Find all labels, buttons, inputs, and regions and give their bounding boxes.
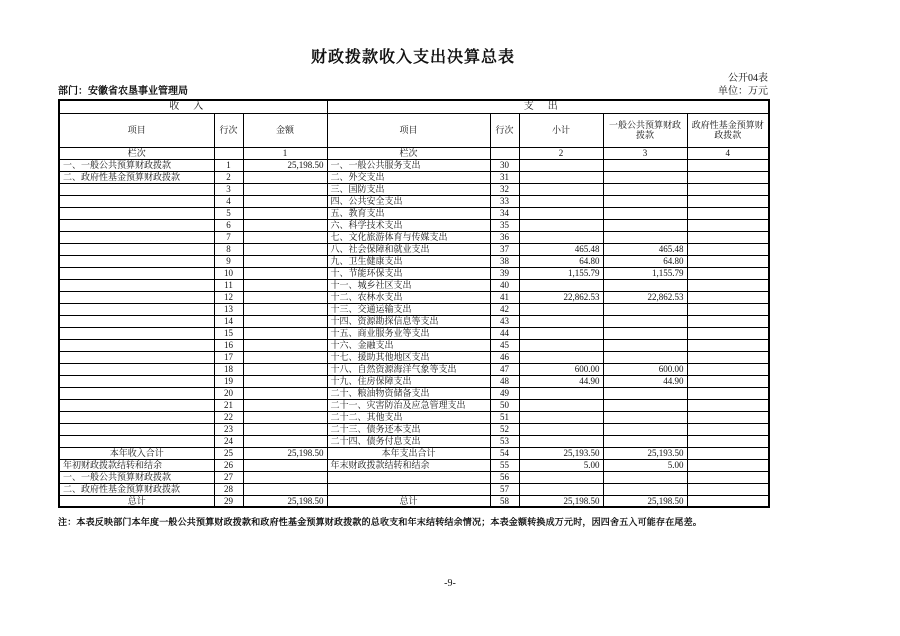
income-item-cell [59, 303, 214, 315]
income-amount-cell [243, 303, 327, 315]
table-row [59, 159, 769, 171]
table-row [59, 243, 769, 255]
general-budget-cell [603, 219, 687, 231]
expense-item-cell: 二十、粮油物资储备支出 [327, 387, 490, 399]
document-body [58, 44, 768, 537]
subtotal-cell: 25,198.50 [519, 495, 603, 507]
expense-line-cell: 40 [490, 279, 519, 291]
expense-item-cell: 五、教育支出 [327, 207, 490, 219]
govt-fund-cell [687, 459, 769, 471]
govt-fund-cell [687, 207, 769, 219]
general-budget-cell [603, 387, 687, 399]
income-line-cell: 21 [214, 399, 243, 411]
expense-line-cell: 33 [490, 195, 519, 207]
govt-fund-cell [687, 471, 769, 483]
govt-fund-cell [687, 495, 769, 507]
income-item-cell [59, 363, 214, 375]
expense-line-cell: 58 [490, 495, 519, 507]
income-amount-cell [243, 483, 327, 495]
income-amount-cell [243, 363, 327, 375]
table-row [59, 471, 769, 483]
expense-item-cell: 二十一、灾害防治及应急管理支出 [327, 399, 490, 411]
expense-section-header: 支出 [327, 100, 769, 113]
table-row [59, 255, 769, 267]
income-line-cell: 12 [214, 291, 243, 303]
general-budget-cell [603, 303, 687, 315]
general-budget-cell [603, 315, 687, 327]
table-row [59, 327, 769, 339]
table-row [59, 411, 769, 423]
income-line-cell: 9 [214, 255, 243, 267]
subtotal-cell [519, 471, 603, 483]
expense-item-cell: 十九、住房保障支出 [327, 375, 490, 387]
income-amount-cell [243, 207, 327, 219]
subtotal-cell [519, 327, 603, 339]
govt-fund-cell [687, 303, 769, 315]
expense-line-cell: 31 [490, 171, 519, 183]
expense-line-cell: 35 [490, 219, 519, 231]
income-amount-cell [243, 411, 327, 423]
general-budget-cell [603, 279, 687, 291]
income-line-cell: 2 [214, 171, 243, 183]
income-item-cell [59, 423, 214, 435]
page-title: 财政拨款收入支出决算总表 [310, 49, 515, 66]
expense-item-cell: 十八、自然资源海洋气象等支出 [327, 363, 490, 375]
table-row [59, 267, 769, 279]
expense-item-cell: 八、社会保障和就业支出 [327, 243, 490, 255]
income-amount-cell [243, 231, 327, 243]
expense-item-cell: 年末财政拨款结转和结余 [327, 459, 490, 471]
general-budget-cell [603, 423, 687, 435]
income-amount-cell [243, 423, 327, 435]
expense-item-cell: 二十二、其他支出 [327, 411, 490, 423]
subtotal-cell [519, 435, 603, 447]
unit-label: 单位：万元 [718, 86, 768, 97]
income-line-cell: 19 [214, 375, 243, 387]
general-budget-cell [603, 339, 687, 351]
income-amount-cell [243, 339, 327, 351]
expense-item-cell: 二、外交支出 [327, 171, 490, 183]
form-number: 公开04表 [728, 73, 768, 84]
general-budget-cell [603, 435, 687, 447]
govt-fund-cell [687, 291, 769, 303]
income-item-cell [59, 339, 214, 351]
govt-fund-cell [687, 183, 769, 195]
subtotal-cell [519, 483, 603, 495]
expense-line-cell: 38 [490, 255, 519, 267]
table-row [59, 459, 769, 471]
expense-line-cell: 53 [490, 435, 519, 447]
income-item-cell [59, 327, 214, 339]
govt-fund-cell [687, 195, 769, 207]
expense-item-cell: 十七、援助其他地区支出 [327, 351, 490, 363]
index-cell [214, 147, 243, 159]
income-item-cell [59, 399, 214, 411]
income-line-cell: 14 [214, 315, 243, 327]
income-line-cell: 6 [214, 219, 243, 231]
income-amount-cell [243, 255, 327, 267]
expense-line-cell: 36 [490, 231, 519, 243]
income-line-cell: 26 [214, 459, 243, 471]
general-budget-cell [603, 195, 687, 207]
final-accounts-table [58, 99, 770, 508]
subtotal-cell [519, 183, 603, 195]
govt-fund-cell [687, 159, 769, 171]
col-header-income-amount: 金额 [243, 113, 327, 147]
income-line-cell: 10 [214, 267, 243, 279]
expense-item-cell [327, 483, 490, 495]
expense-item-cell: 十五、商业服务业等支出 [327, 327, 490, 339]
govt-fund-cell [687, 363, 769, 375]
general-budget-cell: 1,155.79 [603, 267, 687, 279]
table-row [59, 495, 769, 507]
general-budget-cell [603, 171, 687, 183]
income-amount-cell [243, 243, 327, 255]
expense-item-cell [327, 471, 490, 483]
income-line-cell: 24 [214, 435, 243, 447]
income-amount-cell [243, 327, 327, 339]
expense-line-cell: 37 [490, 243, 519, 255]
subtotal-cell [519, 159, 603, 171]
govt-fund-cell [687, 483, 769, 495]
column-index-row [59, 147, 769, 159]
govt-fund-cell [687, 255, 769, 267]
expense-line-cell: 49 [490, 387, 519, 399]
subtotal-cell: 25,193.50 [519, 447, 603, 459]
col-header-expense-line: 行次 [490, 113, 519, 147]
income-line-cell: 27 [214, 471, 243, 483]
income-line-cell: 13 [214, 303, 243, 315]
income-item-cell [59, 411, 214, 423]
subtotal-cell [519, 279, 603, 291]
col-header-expense-item: 项目 [327, 113, 490, 147]
general-budget-cell [603, 483, 687, 495]
table-row [59, 351, 769, 363]
expense-line-cell: 55 [490, 459, 519, 471]
col-header-general-budget: 一般公共预算财政拨款 [603, 113, 687, 147]
general-budget-cell [603, 327, 687, 339]
subtotal-cell [519, 171, 603, 183]
table-row [59, 171, 769, 183]
index-cell: 2 [519, 147, 603, 159]
income-item-cell [59, 315, 214, 327]
govt-fund-cell [687, 351, 769, 363]
table-row [59, 315, 769, 327]
expense-item-cell: 二十三、债务还本支出 [327, 423, 490, 435]
govt-fund-cell [687, 435, 769, 447]
column-header-row [59, 113, 769, 147]
income-line-cell: 23 [214, 423, 243, 435]
income-amount-cell [243, 471, 327, 483]
index-cell: 3 [603, 147, 687, 159]
income-item-cell [59, 195, 214, 207]
income-line-cell: 18 [214, 363, 243, 375]
income-line-cell: 25 [214, 447, 243, 459]
general-budget-cell [603, 183, 687, 195]
table-row [59, 483, 769, 495]
income-line-cell: 22 [214, 411, 243, 423]
expense-item-cell: 二十四、债务付息支出 [327, 435, 490, 447]
subtotal-cell [519, 195, 603, 207]
expense-line-cell: 39 [490, 267, 519, 279]
subtotal-cell [519, 339, 603, 351]
expense-item-cell: 九、卫生健康支出 [327, 255, 490, 267]
general-budget-cell: 64.80 [603, 255, 687, 267]
general-budget-cell: 600.00 [603, 363, 687, 375]
table-row [59, 387, 769, 399]
income-line-cell: 7 [214, 231, 243, 243]
income-item-cell [59, 291, 214, 303]
table-row [59, 303, 769, 315]
subtotal-cell [519, 315, 603, 327]
expense-item-cell: 十一、城乡社区支出 [327, 279, 490, 291]
expense-item-cell: 六、科学技术支出 [327, 219, 490, 231]
expense-line-cell: 41 [490, 291, 519, 303]
income-item-cell: 一、一般公共预算财政拨款 [59, 159, 214, 171]
subtotal-cell: 64.80 [519, 255, 603, 267]
govt-fund-cell [687, 315, 769, 327]
income-item-cell [59, 219, 214, 231]
income-amount-cell [243, 267, 327, 279]
govt-fund-cell [687, 387, 769, 399]
expense-item-cell: 本年支出合计 [327, 447, 490, 459]
subtotal-cell [519, 411, 603, 423]
income-amount-cell [243, 183, 327, 195]
table-row [59, 207, 769, 219]
table-row [59, 399, 769, 411]
income-amount-cell [243, 291, 327, 303]
govt-fund-cell [687, 423, 769, 435]
expense-line-cell: 32 [490, 183, 519, 195]
subtotal-cell: 600.00 [519, 363, 603, 375]
expense-item-cell: 总计 [327, 495, 490, 507]
income-line-cell: 11 [214, 279, 243, 291]
table-row [59, 447, 769, 459]
subtotal-cell [519, 303, 603, 315]
index-cell: 栏次 [59, 147, 214, 159]
govt-fund-cell [687, 327, 769, 339]
income-item-cell [59, 435, 214, 447]
income-item-cell [59, 279, 214, 291]
section-header-row [59, 100, 769, 113]
subtotal-cell [519, 387, 603, 399]
subtotal-cell [519, 423, 603, 435]
income-item-cell [59, 375, 214, 387]
subtotal-cell: 1,155.79 [519, 267, 603, 279]
general-budget-cell [603, 411, 687, 423]
general-budget-cell: 5.00 [603, 459, 687, 471]
general-budget-cell: 25,193.50 [603, 447, 687, 459]
expense-line-cell: 54 [490, 447, 519, 459]
govt-fund-cell [687, 279, 769, 291]
govt-fund-cell [687, 411, 769, 423]
subtotal-cell [519, 231, 603, 243]
subtotal-cell: 5.00 [519, 459, 603, 471]
income-line-cell: 20 [214, 387, 243, 399]
table-row [59, 291, 769, 303]
table-row [59, 231, 769, 243]
expense-line-cell: 57 [490, 483, 519, 495]
income-amount-cell [243, 315, 327, 327]
expense-item-cell: 三、国防支出 [327, 183, 490, 195]
general-budget-cell [603, 159, 687, 171]
expense-line-cell: 34 [490, 207, 519, 219]
expense-line-cell: 42 [490, 303, 519, 315]
col-header-income-line: 行次 [214, 113, 243, 147]
expense-item-cell: 一、一般公共服务支出 [327, 159, 490, 171]
govt-fund-cell [687, 267, 769, 279]
income-line-cell: 3 [214, 183, 243, 195]
income-amount-cell: 25,198.50 [243, 159, 327, 171]
expense-line-cell: 30 [490, 159, 519, 171]
income-item-cell [59, 207, 214, 219]
general-budget-cell: 25,198.50 [603, 495, 687, 507]
expense-line-cell: 50 [490, 399, 519, 411]
col-header-govt-fund: 政府性基金预算财政拨款 [687, 113, 769, 147]
table-row [59, 339, 769, 351]
income-line-cell: 1 [214, 159, 243, 171]
expense-item-cell: 四、公共安全支出 [327, 195, 490, 207]
index-cell: 4 [687, 147, 769, 159]
expense-item-cell: 七、文化旅游体育与传媒支出 [327, 231, 490, 243]
income-item-cell: 二、政府性基金预算财政拨款 [59, 171, 214, 183]
subtotal-cell [519, 207, 603, 219]
income-amount-cell: 25,198.50 [243, 447, 327, 459]
col-header-income-item: 项目 [59, 113, 214, 147]
expense-item-cell: 十、节能环保支出 [327, 267, 490, 279]
page-number: -9- [444, 578, 456, 589]
subtotal-cell: 44.90 [519, 375, 603, 387]
general-budget-cell: 465.48 [603, 243, 687, 255]
income-line-cell: 17 [214, 351, 243, 363]
table-row [59, 219, 769, 231]
govt-fund-cell [687, 219, 769, 231]
department-label: 部门：安徽省农垦事业管理局 [58, 86, 188, 97]
income-item-cell: 总计 [59, 495, 214, 507]
table-row [59, 363, 769, 375]
table-row [59, 435, 769, 447]
expense-item-cell: 十二、农林水支出 [327, 291, 490, 303]
index-cell: 1 [243, 147, 327, 159]
col-header-subtotal: 小计 [519, 113, 603, 147]
govt-fund-cell [687, 231, 769, 243]
expense-item-cell: 十四、资源勘探信息等支出 [327, 315, 490, 327]
income-amount-cell [243, 171, 327, 183]
general-budget-cell [603, 231, 687, 243]
expense-line-cell: 48 [490, 375, 519, 387]
income-item-cell: 年初财政拨款结转和结余 [59, 459, 214, 471]
expense-line-cell: 56 [490, 471, 519, 483]
expense-item-cell: 十三、交通运输支出 [327, 303, 490, 315]
income-amount-cell [243, 387, 327, 399]
income-item-cell [59, 231, 214, 243]
income-line-cell: 15 [214, 327, 243, 339]
govt-fund-cell [687, 447, 769, 459]
expense-line-cell: 45 [490, 339, 519, 351]
income-section-header: 收入 [59, 100, 327, 113]
subtotal-cell [519, 351, 603, 363]
subtotal-cell [519, 219, 603, 231]
expense-line-cell: 47 [490, 363, 519, 375]
govt-fund-cell [687, 243, 769, 255]
table-row [59, 195, 769, 207]
income-amount-cell [243, 195, 327, 207]
table-row [59, 183, 769, 195]
general-budget-cell [603, 207, 687, 219]
income-amount-cell [243, 279, 327, 291]
meta-row [58, 85, 768, 98]
table-row [59, 375, 769, 387]
income-line-cell: 5 [214, 207, 243, 219]
income-item-cell [59, 351, 214, 363]
expense-line-cell: 46 [490, 351, 519, 363]
general-budget-cell [603, 351, 687, 363]
income-item-cell: 二、政府性基金预算财政拨款 [59, 483, 214, 495]
expense-line-cell: 43 [490, 315, 519, 327]
general-budget-cell [603, 471, 687, 483]
income-amount-cell [243, 435, 327, 447]
govt-fund-cell [687, 171, 769, 183]
income-line-cell: 28 [214, 483, 243, 495]
table-row [59, 279, 769, 291]
govt-fund-cell [687, 375, 769, 387]
income-amount-cell [243, 375, 327, 387]
income-item-cell [59, 255, 214, 267]
income-line-cell: 16 [214, 339, 243, 351]
govt-fund-cell [687, 339, 769, 351]
income-amount-cell [243, 219, 327, 231]
expense-line-cell: 52 [490, 423, 519, 435]
subtotal-cell [519, 399, 603, 411]
income-amount-cell: 25,198.50 [243, 495, 327, 507]
expense-line-cell: 51 [490, 411, 519, 423]
subtotal-cell: 22,862.53 [519, 291, 603, 303]
income-item-cell [59, 387, 214, 399]
income-item-cell [59, 267, 214, 279]
income-amount-cell [243, 459, 327, 471]
income-line-cell: 4 [214, 195, 243, 207]
govt-fund-cell [687, 399, 769, 411]
income-item-cell [59, 183, 214, 195]
general-budget-cell [603, 399, 687, 411]
index-cell [490, 147, 519, 159]
income-item-cell: 一、一般公共预算财政拨款 [59, 471, 214, 483]
income-item-cell: 本年收入合计 [59, 447, 214, 459]
expense-item-cell: 十六、金融支出 [327, 339, 490, 351]
income-line-cell: 8 [214, 243, 243, 255]
index-cell: 栏次 [327, 147, 490, 159]
footnote: 注：本表反映部门本年度一般公共预算财政拨款和政府性基金预算财政拨款的总收支和年末结转结余情况；本表金额转换成万元时，因四舍五入可能存在尾差。 [58, 517, 703, 527]
income-amount-cell [243, 351, 327, 363]
expense-line-cell: 44 [490, 327, 519, 339]
income-item-cell [59, 243, 214, 255]
general-budget-cell: 22,862.53 [603, 291, 687, 303]
subtotal-cell: 465.48 [519, 243, 603, 255]
income-line-cell: 29 [214, 495, 243, 507]
income-amount-cell [243, 399, 327, 411]
table-row [59, 423, 769, 435]
general-budget-cell: 44.90 [603, 375, 687, 387]
table-body [59, 159, 769, 507]
